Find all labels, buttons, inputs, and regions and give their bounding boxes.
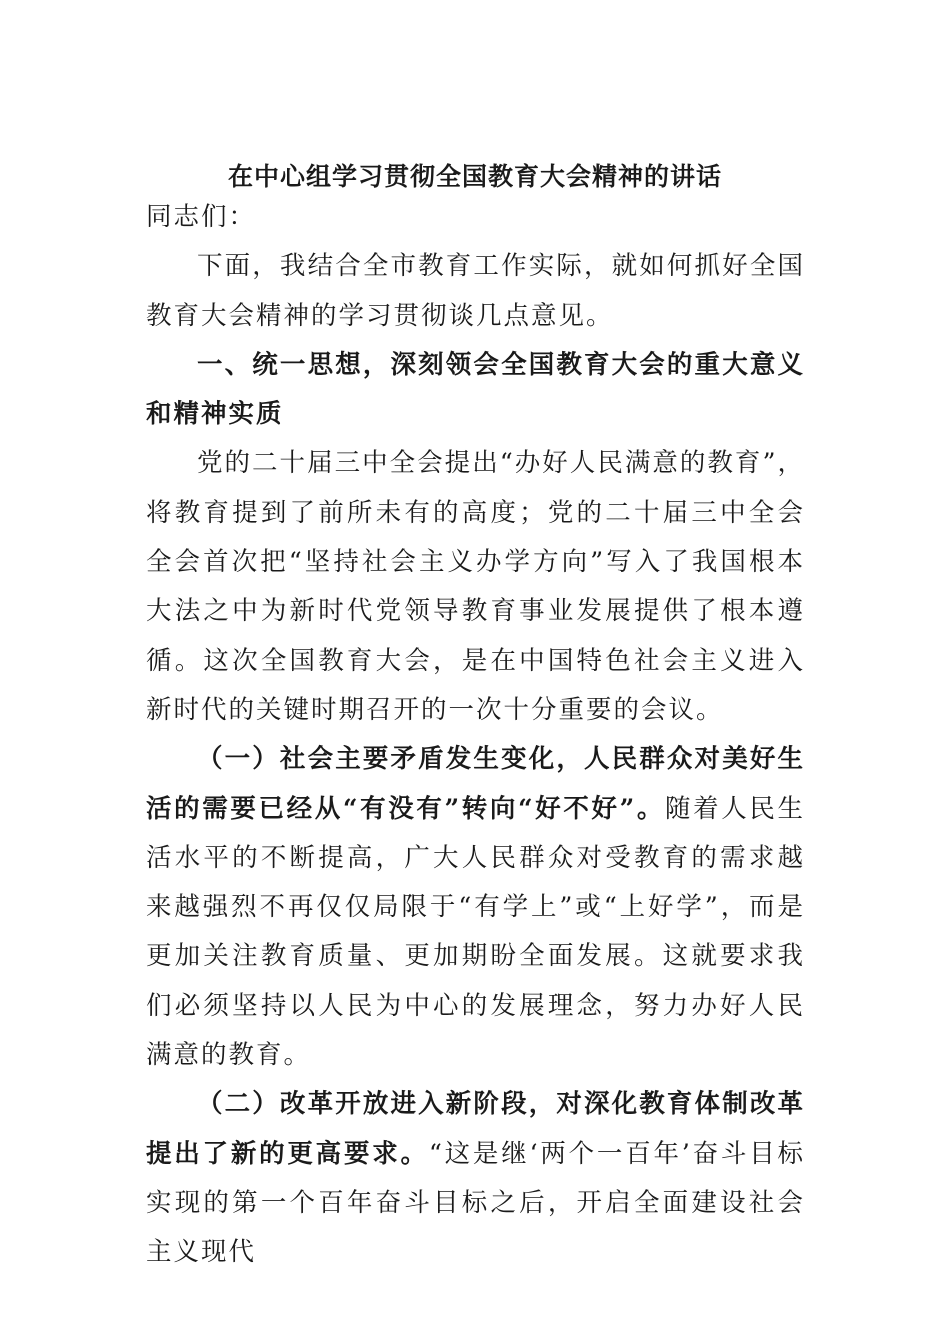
- subsection-1-text: 随着人民生活水平的不断提高，广大人民群众对受教育的需求越来越强烈不再仅仅局限于“有学上”或“上好学”，而是更加关注教育质量、更加期盼全面发展。这就要求我们必须坚持以人民为中心的发展理念，努力办好人民满意的教育。: [146, 793, 805, 1071]
- subsection-1-heading: （一）社会主要矛盾发生变化，人民群众对美好生活的需要已经从“有没有”转向“好不好”。: [146, 744, 805, 824]
- section-1-paragraph: 党的二十届三中全会提出“办好人民满意的教育”，将教育提到了前所未有的高度；党的二十届三中全会全会首次把“坚持社会主义办学方向”写入了我国根本大法之中为新时代党领导教育事业发展提供了根本遵循。这次全国教育大会，是在中国特色社会主义进入新时代的关键时期召开的一次十分重要的会议。: [146, 448, 805, 725]
- subsection-2-heading: （二）改革开放进入新阶段，对深化教育体制改革提出了新的更高要求。: [146, 1089, 805, 1169]
- subsection-2-paragraph: [146, 1080, 805, 1277]
- subsection-2-text: “这是继‘两个一百年’奋斗目标实现的第一个百年奋斗目标之后，开启全面建设社会主义现代: [146, 1138, 805, 1268]
- salutation: 同志们：: [146, 202, 257, 232]
- document-body: [146, 193, 805, 1278]
- subsection-1-paragraph: [146, 735, 805, 1080]
- intro-paragraph: 下面，我结合全市教育工作实际，就如何抓好全国教育大会精神的学习贯彻谈几点意见。: [146, 251, 805, 331]
- section-heading-1: 一、统一思想，深刻领会全国教育大会的重大意义和精神实质: [146, 349, 805, 430]
- document-title: 在中心组学习贯彻全国教育大会精神的讲话: [227, 162, 722, 191]
